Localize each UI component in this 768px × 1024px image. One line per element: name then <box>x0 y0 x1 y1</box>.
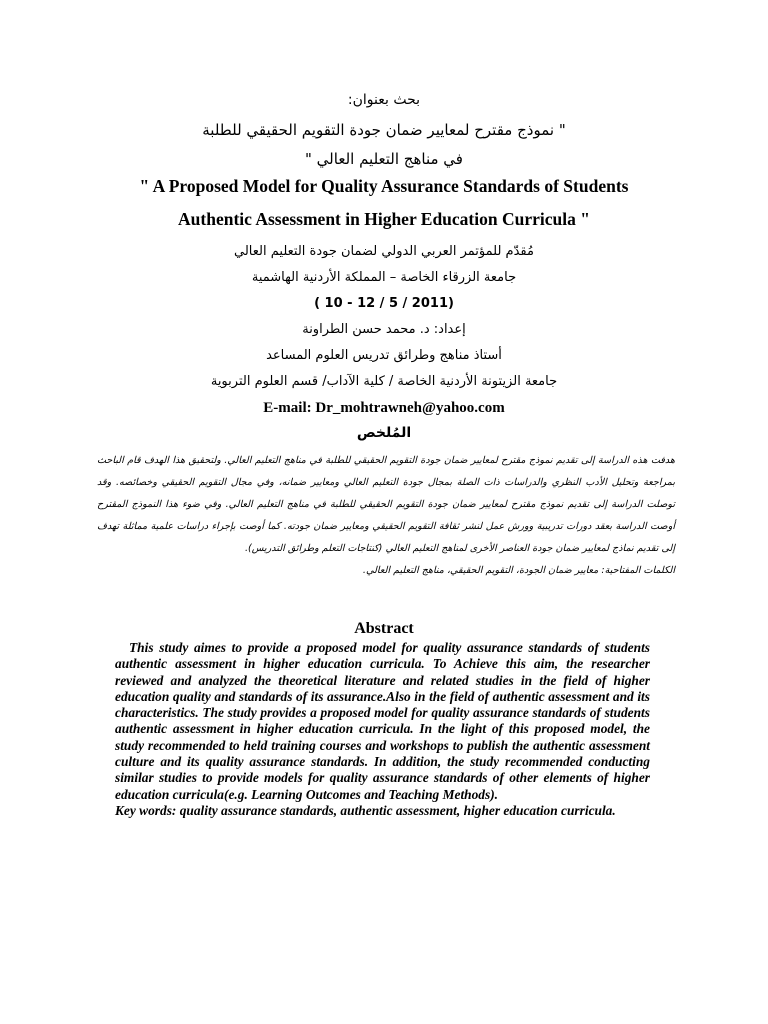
english-title-line1: " A Proposed Model for Quality Assurance Standards of Students <box>139 176 629 196</box>
arabic-abstract <box>97 450 675 582</box>
arabic-keywords: الكلمات المفتاحية: معايير ضمان الجودة، التقويم الحقيقي، مناهج التعليم العالي. <box>362 565 675 576</box>
arabic-title-line1: " نموذج مقترح لمعايير ضمان جودة التقويم الحقيقي للطلبة <box>202 121 566 139</box>
english-title-line2: Authentic Assessment in Higher Education Curricula " <box>178 209 590 229</box>
author-affiliation: جامعة الزيتونة الأردنية الخاصة / كلية الآداب/ قسم العلوم التربوية <box>210 374 558 389</box>
english-keywords: Key words: quality assurance standards, authentic assessment, higher education curricula. <box>115 802 616 818</box>
author-email: E-mail: Dr_mohtrawneh@yahoo.com <box>263 400 505 416</box>
english-abstract-body: This study aimes to provide a proposed model for quality assurance standards of students authentic assessment in higher education curricula. To Achieve this aim, the researcher reviewed and analyzed the theoretical literature and related studies in the field of higher education quality and standards of its assurance.Also in the field of authentic assessment and its characteristics. The study provides a proposed model for quality assurance standards of students authentic assessment in higher education curricula. In the light of this proposed model, the study recommended to held training courses and workshops to publish the authentic assessment culture and its quality assurance standards. In addition, the study recommended conducting similar studies to provide models for quality assurance standards of other elements of higher education curricula(e.g. Learning Outcomes and Teaching Methods). <box>115 640 650 802</box>
conference-name: مُقدّم للمؤتمر العربي الدولي لضمان جودة التعليم العالي <box>234 244 534 259</box>
english-abstract <box>115 640 650 819</box>
arabic-abstract-body: هدفت هذه الدراسة إلى تقديم نموذج مقترح لمعايير ضمان جودة التقويم الحقيقي للطلبة في مناهج التعليم العالي. ولتحقيق هذا الهدف قام الباحث بمراجعة وتحليل الأدب النظري والدراسات ذات الصلة بمجال جودة التعليم العالي ومعايير ضمانه، وفي مجال التقويم الحقيقي وخصائصه. وقد توصلت الدراسة إلى تقديم نموذج مقترح لمعايير ضمان جودة التقويم الحقيقي للطلبة في مناهج التعليم العالي. وفي ضوء هذا النموذج المقترح أوصت الدراسة بعقد دورات تدريبية وورش عمل لنشر ثقافة التقويم الحقيقي ومعايير ضمان جودته. كما أوصت بإجراء دراسات علمية مماثلة تهدف إلى تقديم نماذج لمعايير ضمان جودة العناصر الأخرى لمناهج التعليم العالي (كنتاجات التعلم وطرائق التدريس). <box>97 455 675 554</box>
conference-date: ( 10 - 12 / 5 / 2011) <box>314 296 454 311</box>
author-name: إعداد: د. محمد حسن الطراونة <box>302 322 466 337</box>
research-label: بحث بعنوان: <box>347 92 421 108</box>
conference-host: جامعة الزرقاء الخاصة – المملكة الأردنية الهاشمية <box>251 270 517 285</box>
author-rank: أستاذ مناهج وطرائق تدريس العلوم المساعد <box>266 348 502 363</box>
arabic-abstract-heading: المُلخص <box>356 425 412 441</box>
english-abstract-heading: Abstract <box>354 620 414 637</box>
arabic-title-line2: في مناهج التعليم العالي " <box>305 150 463 168</box>
